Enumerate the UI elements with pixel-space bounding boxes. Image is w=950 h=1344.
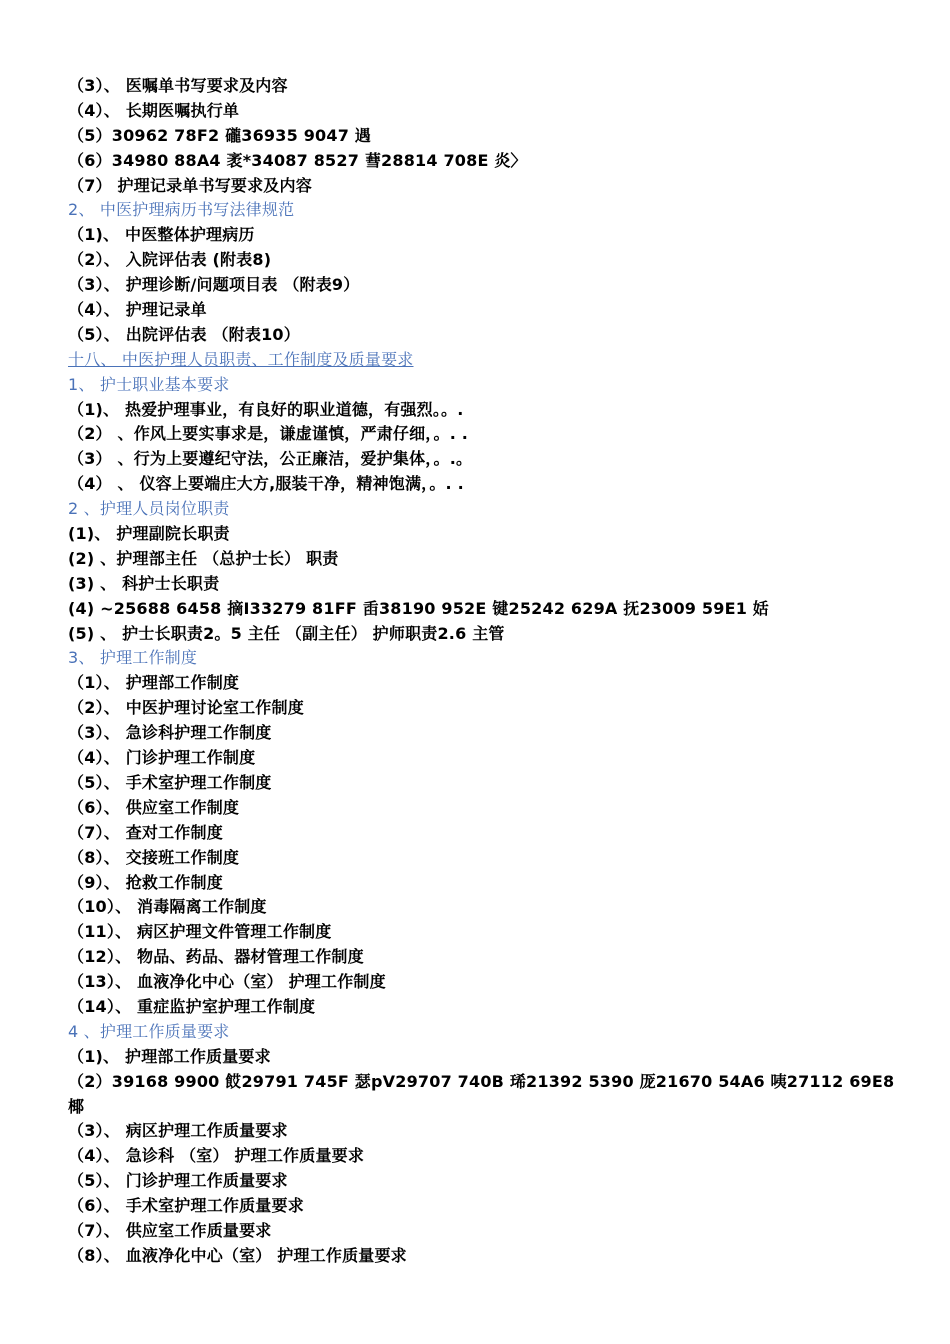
text-line: （3）、 医嘱单书写要求及内容: [68, 76, 288, 95]
text-line: （12）、 物品、药品、器材管理工作制度: [68, 947, 364, 967]
text-line: （5）、 门诊护理工作质量要求: [68, 1171, 288, 1191]
text-line: （2）39168 9900 餀29791 745F 瑟pV29707 740B 琋21392 5390 厐21670 54A6 咦27112 69E8: [68, 1071, 895, 1091]
text-line: （2） 、作风上要实事求是，谦虚谨慎，严肃仔细，。. .: [68, 424, 469, 444]
text-line: (3) 、 科护士长职责: [68, 573, 220, 593]
text-line: （4）、 护理记录单: [68, 300, 207, 320]
text-line: (2) 、护理部主任 （总护士长） 职责: [68, 548, 339, 568]
text-line: （9）、 抢救工作制度: [68, 872, 223, 892]
text-line: （7）、 供应室工作质量要求: [68, 1220, 272, 1240]
text-line: 椰: [68, 1096, 85, 1116]
text-line: （1)、 中医整体护理病历: [68, 225, 255, 245]
text-line: （6）34980 88A4 袤*34087 8527 蔧28814 708E 炎〉: [68, 150, 527, 170]
text-line: （6）、 供应室工作制度: [68, 797, 240, 817]
text-line: （13）、 血液净化中心（室） 护理工作制度: [68, 972, 386, 992]
section-heading-link[interactable]: 十八、 中医护理人员职责、工作制度及质量要求: [68, 349, 414, 369]
subsection-heading: 4 、护理工作质量要求: [68, 1021, 230, 1041]
text-line: （1）、 护理部工作制度: [68, 673, 240, 693]
text-line: （2）、 中医护理讨论室工作制度: [68, 698, 304, 718]
text-line: (5) 、 护士长职责2。5 主任 （副主任） 护师职责2.6 主管: [68, 623, 505, 643]
text-line: (4) ~25688 6458 摘I33279 81FF 臿38190 952E 键25242 629A 抚23009 59E1 姡: [68, 598, 770, 618]
subsection-heading: 2 、护理人员岗位职责: [68, 499, 230, 519]
text-line: （1)、 护理部工作质量要求: [68, 1046, 271, 1066]
text-line: （3） 、行为上要遵纪守法，公正廉洁，爱护集体，。.。: [68, 449, 473, 469]
text-line: （6）、 手术室护理工作质量要求: [68, 1196, 304, 1216]
text-line: （10）、 消毒隔离工作制度: [68, 897, 267, 917]
text-line: （3）、 护理诊断/问题项目表 （附表9）: [68, 275, 360, 295]
text-line: (1)、 护理副院长职责: [68, 524, 230, 544]
text-line: （5）、 手术室护理工作制度: [68, 772, 272, 792]
text-line: （5）、 出院评估表 （附表10）: [68, 324, 300, 344]
subsection-heading: 3、 护理工作制度: [68, 648, 198, 668]
text-line: （2）、 入院评估表 (附表8): [68, 250, 272, 270]
subsection-heading: 2、 中医护理病历书写法律规范: [68, 200, 295, 220]
text-line: （5）30962 78F2 礲36935 9047 遇: [68, 125, 372, 145]
text-line: （14）、 重症监护室护理工作制度: [68, 996, 316, 1016]
text-line: （7）、 查对工作制度: [68, 822, 223, 842]
text-line: （11）、 病区护理文件管理工作制度: [68, 922, 332, 942]
text-line: （4）、 门诊护理工作制度: [68, 748, 256, 768]
text-line: （8）、 交接班工作制度: [68, 847, 240, 867]
text-line: （8）、 血液净化中心（室） 护理工作质量要求: [68, 1245, 407, 1265]
document-page: [68, 74, 908, 1269]
text-line: （4）、 长期医嘱执行单: [68, 100, 240, 120]
text-line: （3）、 病区护理工作质量要求: [68, 1121, 288, 1141]
text-line: （7） 护理记录单书写要求及内容: [68, 175, 312, 195]
text-line: （3）、 急诊科护理工作制度: [68, 723, 272, 743]
subsection-heading: 1、 护士职业基本要求: [68, 374, 230, 394]
text-line: （4） 、 仪容上要端庄大方,服装干净，精神饱满，。. .: [68, 474, 464, 494]
text-line: （1)、 热爱护理事业，有良好的职业道德，有强烈。。.: [68, 399, 464, 419]
text-line: （4）、 急诊科 （室） 护理工作质量要求: [68, 1146, 365, 1166]
